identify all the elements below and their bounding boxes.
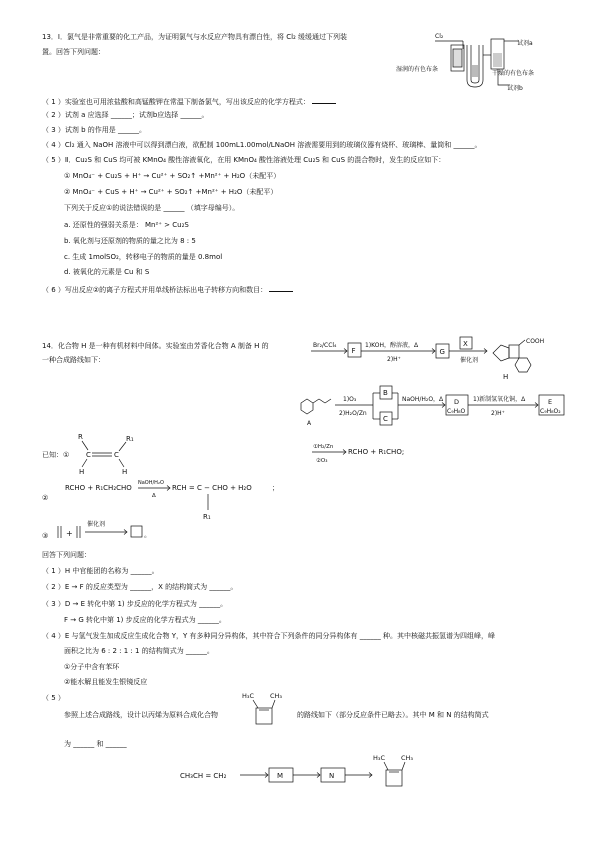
route-naoh-cond: NaOH/H₂O，Δ [402, 396, 444, 403]
q13-reaction-2: ② MnO₄⁻ + CuS + H⁺ → Cu²⁺ + SO₂↑ +Mn²⁺ + H₂O（未配平） [64, 188, 278, 196]
q13-item-5: （ 5 ）Ⅱ．Cu₂S 和 CuS 均可被 KMnO₄ 酸性溶液氧化，在用 KMnO₄ 酸性溶液处理 Cu₂S 和 CuS 的混合物时，发生的反应如下： [42, 156, 446, 164]
q14-item-4-cond2: ②能水解且能发生银镜反应 [64, 678, 148, 686]
dry-cloth-label: 干燥的有色布条 [492, 70, 535, 77]
route-H-structure [493, 338, 544, 381]
q13-item-1: （ 1 ）实验室也可用浓盐酸和高锰酸钾在常温下制备氯气，写出该反应的化学方程式： [42, 96, 336, 106]
route-D-formula: C₉H₈O [447, 408, 466, 415]
route-hplus2-cond: 2)H⁺ [491, 410, 505, 417]
q14-stem-line1: 14．化合物 H 是一种有机材料中间体。实验室由芳香化合物 A 制备 H 的 [42, 342, 269, 350]
final-route-chain [240, 750, 420, 805]
target-cyclobutene-structure [232, 690, 302, 740]
q14-answer-heading: 回答下列问题： [42, 551, 91, 559]
route-X: X [463, 340, 468, 348]
known-eq2-arrow [138, 478, 174, 500]
q13-option-a: a. 还原性的强弱关系是： Mn²⁺ > Cu₂S [64, 221, 189, 229]
route-o3-cond: 1)O₃ [343, 396, 357, 403]
svg-text:CH₃: CH₃ [270, 692, 283, 700]
q14-stem-line2: 一种合成路线如下： [42, 356, 105, 364]
svg-text:Δ: Δ [152, 493, 156, 499]
final-N: N [329, 772, 335, 780]
known-eq3-cycloaddition [55, 520, 165, 544]
reagent-a-label: 试剂a [517, 40, 533, 47]
cl2-label: Cl₂ [435, 33, 444, 40]
q13-item-3: （ 3 ）试剂 b 的作用是 ______。 [42, 126, 147, 134]
svg-text:NaOH/H₂O: NaOH/H₂O [138, 480, 164, 486]
q14-item-3b: F → G 转化中第 1) 步反应的化学方程式为 ______。 [64, 616, 226, 624]
q13-apparatus-figure [395, 25, 565, 90]
wet-cloth-label: 湿润的有色布条 [396, 66, 439, 73]
svg-text:R₁: R₁ [126, 435, 134, 443]
known-eq3-cat: 催化剂 [87, 521, 106, 528]
q14-item-3a: （ 3 ）D → E 转化中第 1) 步反应的化学方程式为 ______。 [42, 600, 228, 608]
svg-text:H: H [79, 468, 85, 476]
q14-item-2: （ 2 ）E → F 的反应类型为 ______，X 的结构简式为 ______。 [42, 583, 238, 591]
route-zn-cond: 2)H₂O/Zn [339, 410, 367, 417]
q14-item-5-number: （ 5 ） [42, 694, 65, 702]
known-product-1: RCHO + R₁CHO; [348, 448, 405, 456]
svg-text:R: R [78, 433, 83, 441]
q13-stem-line2: 置。回答下列问题： [42, 48, 105, 56]
route-cat: 催化剂 [460, 357, 479, 364]
known-label-1: 已知：① [42, 451, 70, 459]
known-label-3: ③ [42, 532, 49, 540]
known-eq2-right: RCH = C − CHO + H₂O [172, 484, 252, 492]
svg-text:②O₃: ②O₃ [316, 458, 328, 464]
svg-text:H₃C: H₃C [242, 692, 255, 700]
reagent-b-label: 试剂b [507, 85, 523, 92]
known-ozonolysis-arrow [312, 442, 352, 466]
svg-text:H: H [122, 468, 128, 476]
route-koh-cond: 1)KOH，醇溶液，Δ [365, 342, 419, 349]
known-eq2-branch [200, 494, 220, 522]
route-cuoh-cond: 1)新制氢氧化铜，Δ [473, 396, 526, 403]
route-D: D [454, 398, 460, 406]
route-hplus-cond: 2)H⁺ [387, 356, 401, 363]
route-E-formula: C₉H₈O₂ [540, 408, 561, 415]
route-E: E [548, 398, 553, 406]
q14-item-4-cond1: ①分子中含有苯环 [64, 663, 120, 671]
route-A-structure [301, 399, 331, 427]
known-label-2: ② [42, 494, 49, 502]
q14-item-1: （ 1 ）H 中官能团的名称为 ______。 [42, 567, 159, 575]
q13-item-5-question: 下列关于反应①的说法错误的是 ______ （填字母编号）。 [64, 204, 240, 212]
q13-option-b: b. 氧化剂与还原剂的物质的量之比为 8 : 5 [64, 237, 196, 245]
q13-item-2: （ 2 ）试剂 a 应选择 ______；试剂b应选择 ______。 [42, 111, 209, 119]
svg-text:+: + [66, 529, 73, 538]
known-alkene-structure [70, 430, 170, 480]
q14-item-4b: 面积之比为 6 : 2 : 1 : 1 的结构简式为 ______。 [64, 647, 214, 655]
svg-text:①H₂/Zn: ①H₂/Zn [313, 444, 334, 450]
q14-item-5-text-a: 参照上述合成路线，设计以丙烯为原料合成化合物 [64, 711, 218, 719]
route-A: A [307, 420, 312, 427]
q13-option-d: d. 被氧化的元素是 Cu 和 S [64, 268, 150, 276]
q13-item-4: （ 4 ）Cl₂ 通入 NaOH 溶液中可以得到漂白液，欲配制 100mL1.00mol/LNaOH 溶液需要用到的玻璃仪器有烧杯、玻璃棒、量筒和 ______。 [42, 141, 482, 149]
route-C: C [383, 415, 388, 423]
q14-item-4a: （ 4 ）E 与氢气发生加成反应生成化合物 Y，Y 有多种同分异构体，其中符合下列条件的同分异构体有 ______ 种。其中核磁共振氢谱为四组峰，峰 [42, 632, 496, 640]
svg-text:H₃C: H₃C [373, 754, 386, 762]
q13-option-c: c. 生成 1molSO₂，转移电子的物质的量是 0.8mol [64, 253, 223, 261]
q14-item-5-text-c: 为 ______ 和 ______ [64, 740, 127, 748]
route-F: F [351, 347, 356, 355]
q13-item-6: （ 6 ）写出反应②的离子方程式并用单线桥法标出电子转移方向和数目： [42, 284, 293, 294]
svg-text:C: C [86, 451, 91, 459]
q14-item-5-text-b: 的路线如下（部分反应条件已略去）。其中 M 和 N 的结构简式 [297, 711, 489, 719]
q13-stem-line1: 13．Ⅰ．氯气是非常重要的化工产品，为证明氯气与水反应产物具有漂白性，将 Cl₂ 缓缓通过下列装 [42, 33, 348, 41]
known-eq2-semicolon: ； [272, 484, 279, 492]
final-route-start: CH₃CH = CH₂ [180, 772, 227, 780]
route-G: G [439, 348, 445, 356]
route-cooh: COOH [526, 338, 545, 345]
svg-text:C: C [114, 451, 119, 459]
svg-text:CH₃: CH₃ [401, 754, 414, 762]
route-br2-cond: Br₂/CCl₄ [313, 342, 337, 349]
route-B: B [383, 389, 388, 397]
svg-text:R₁: R₁ [203, 513, 211, 521]
q13-reaction-1: ① MnO₄⁻ + Cu₂S + H⁺ → Cu²⁺ + SO₂↑ +Mn²⁺ + H₂O（未配平） [64, 172, 281, 180]
known-eq2-left: RCHO + R₁CH₂CHO [65, 484, 132, 492]
route-H: H [503, 373, 509, 381]
final-M: M [277, 772, 284, 780]
svg-text:。: 。 [144, 531, 151, 539]
